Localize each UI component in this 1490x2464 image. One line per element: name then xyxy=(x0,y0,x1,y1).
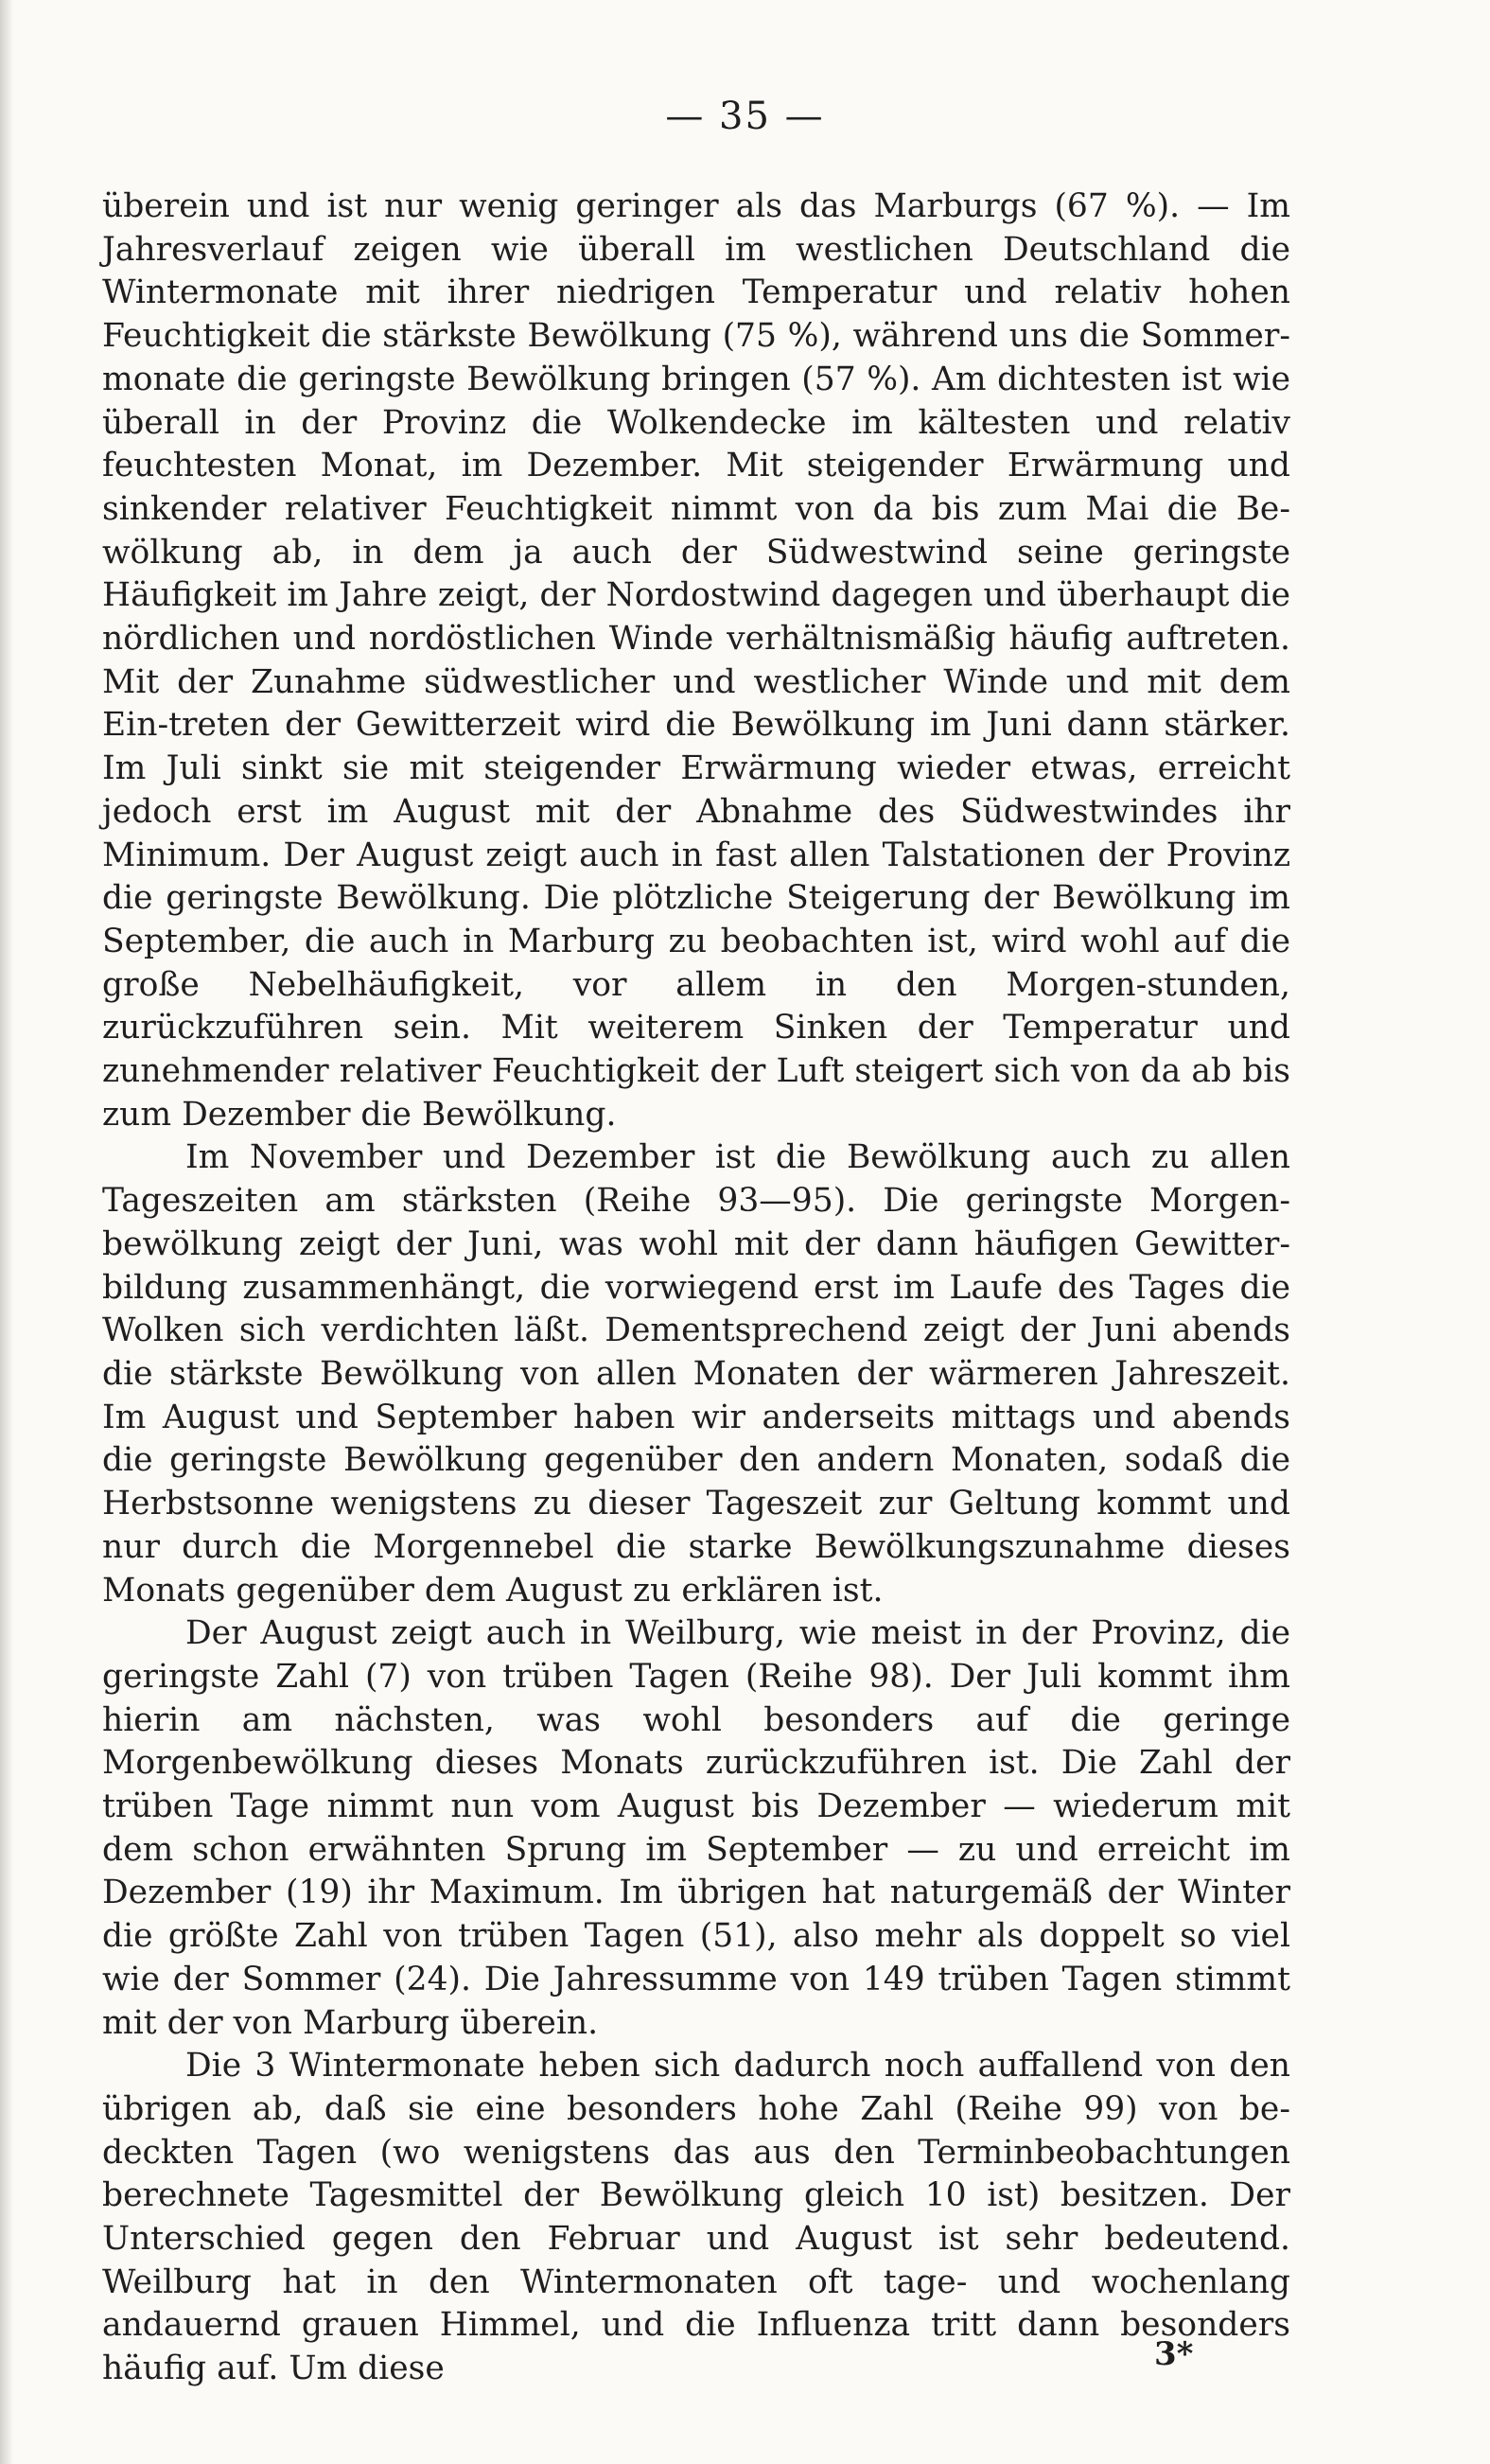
signature-mark: 3* xyxy=(1154,2335,1194,2373)
paragraph-3: Der August zeigt auch in Weilburg, wie meist in der Provinz, die geringste Zahl (7) von trüben Tagen (Reihe 98). Der Juli kommt ihm hierin am nächsten, was wohl besonders auf die geringe Morgenbewölkung dieses Monats zurückzuführen ist. Die Zahl der trüben Tage nimmt nun vom August bis Dezember — wiederum mit dem schon erwähnten Sprung im September — zu und erreicht im Dezember (19) ihr Maximum. Im übrigen hat naturgemäß der Winter die größte Zahl von trüben Tagen (51), also mehr als doppelt so viel wie der Sommer (24). Die Jahressumme von 149 trüben Tagen stimmt mit der von Marburg überein. xyxy=(102,1614,1290,2042)
paragraph-2: Im November und Dezember ist die Bewölkung auch zu allen Tageszeiten am stärksten (Reihe 93—95). Die geringste Morgen-bewölkung zeigt der Juni, was wohl mit der dann häufigen Gewitter-bildung zusammenhängt, die vorwiegend erst im Laufe des Tages die Wolken sich verdichten läßt. Dementsprechend zeigt der Juni abends die stärkste Bewölkung von allen Monaten der wärmeren Jahreszeit. Im August und September haben wir anderseits mittags und abends die geringste Bewölkung gegenüber den andern Monaten, sodaß die Herbstsonne wenigstens zu dieser Tageszeit zur Geltung kommt und nur durch die Morgennebel die starke Bewölkungszunahme dieses Monats gegenüber dem August zu erklären ist. xyxy=(102,1138,1290,1610)
paragraph-1: überein und ist nur wenig geringer als das Marburgs (67 %). — Im Jahresverlauf zeigen wie überall im westlichen Deutschland die Wintermonate mit ihrer niedrigen Temperatur und relativ hohen Feuchtigkeit die stärkste Bewölkung (75 %), während uns die Sommer-monate die geringste Bewölkung bringen (57 %). Am dichtesten ist wie überall in der Provinz die Wolkendecke im kältesten und relativ feuchtesten Monat, im Dezember. Mit steigender Erwärmung und sinkender relativer Feuchtigkeit nimmt von da bis zum Mai die Be-wölkung ab, in dem ja auch der Südwestwind seine geringste Häufigkeit im Jahre zeigt, der Nordostwind dagegen und überhaupt die nördlichen und nordöstlichen Winde verhältnismäßig häufig auftreten. Mit der Zunahme südwestlicher und westlicher Winde und mit dem Ein-treten der Gewitterzeit wird die Bewölkung im Juni dann stärker. Im Juli sinkt sie mit steigender Erwärmung wieder etwas, erreicht jedoch erst im August mit der Abnahme des Südwestwindes ihr Minimum. Der August zeigt auch in fast allen Talstationen der Provinz die geringste Bewölkung. Die plötzliche Steigerung der Bewölkung im September, die auch in Marburg zu beobachten ist, wird wohl auf die große Nebelhäufigkeit, vor allem in den Morgen-stunden, zurückzuführen sein. Mit weiterem Sinken der Temperatur und zunehmender relativer Feuchtigkeit der Luft steigert sich von da ab bis zum Dezember die Bewölkung. xyxy=(102,187,1290,1134)
body-text xyxy=(102,185,1290,2391)
paragraph-4: Die 3 Wintermonate heben sich dadurch noch auffallend von den übrigen ab, daß sie eine besonders hohe Zahl (Reihe 99) von be-deckten Tagen (wo wenigstens das aus den Terminbeobachtungen berechnete Tagesmittel der Bewölkung gleich 10 ist) besitzen. Der Unterschied gegen den Februar und August ist sehr bedeutend. Weilburg hat in den Wintermonaten oft tage- und wochenlang andauernd grauen Himmel, und die Influenza tritt dann besonders häufig auf. Um diese xyxy=(102,2047,1290,2388)
page-binding-edge xyxy=(0,0,13,2464)
page-number: — 35 — xyxy=(665,95,825,138)
